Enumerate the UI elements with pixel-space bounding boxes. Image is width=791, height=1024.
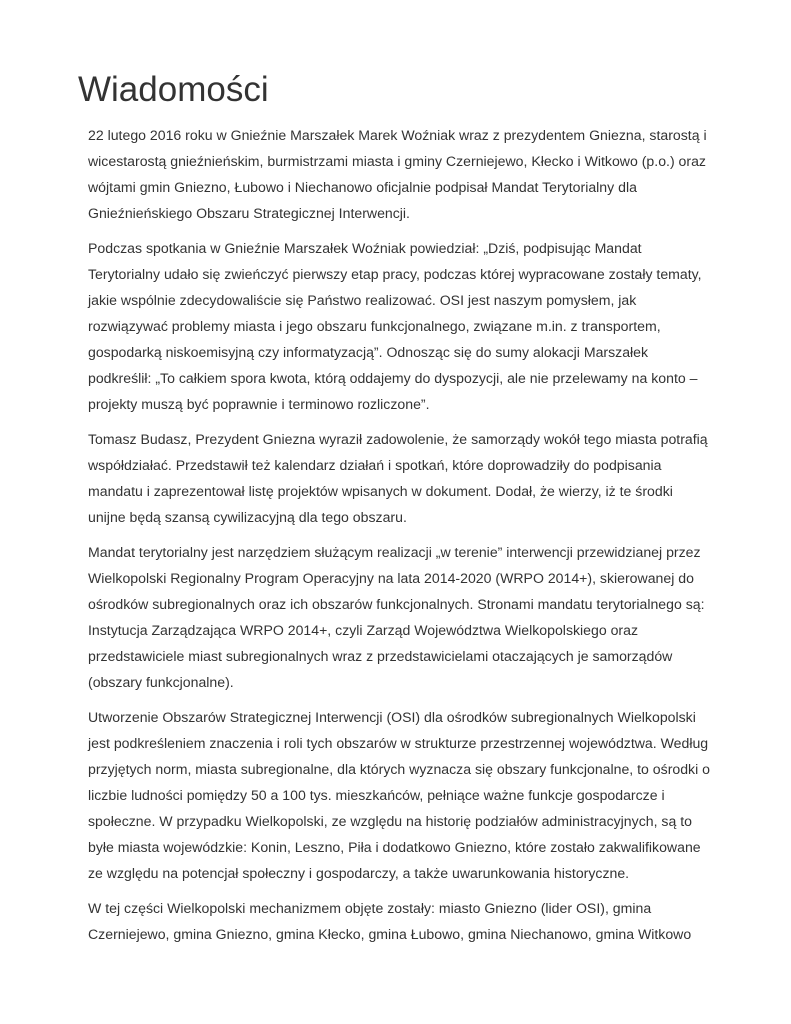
article-paragraph-4: Mandat terytorialny jest narzędziem służącym realizacji „w terenie” interwencji przewidzianej przez Wielkopolski Regionalny Program Operacyjny na lata 2014-2020 (WRPO 2014+), skierowanej do ośrodków subregionalnych oraz ich obszarów funkcjonalnych. Stronami mandatu terytorialnego są: Instytucja Zarządzająca WRPO 2014+, czyli Zarząd Województwa Wielkopolskiego oraz przedstawiciele miast subregionalnych wraz z przedstawicielami otaczających je samorządów (obszary funkcjonalne). [88,544,705,690]
article-body [88,122,713,956]
article-paragraph-6: W tej części Wielkopolski mechanizmem objęte zostały: miasto Gniezno (lider OSI), gmina Czerniejewo, gmina Gniezno, gmina Kłecko, gmina Łubowo, gmina Niechanowo, gmina Witkowo [88,900,692,942]
page-title: Wiadomości [78,70,269,109]
article-paragraph-1: 22 lutego 2016 roku w Gnieźnie Marszałek Marek Woźniak wraz z prezydentem Gniezna, starostą i wicestarostą gnieźnieńskim, burmistrzami miasta i gminy Czerniejewo, Kłecko i Witkowo (p.o.) oraz wójtami gmin Gniezno, Łubowo i Niechanowo oficjalnie podpisał Mandat Terytorialny dla Gnieźnieńskiego Obszaru Strategicznej Interwencji. [88,127,707,221]
article-paragraph-3: Tomasz Budasz, Prezydent Gniezna wyraził zadowolenie, że samorządy wokół tego miasta potrafią współdziałać. Przedstawił też kalendarz działań i spotkań, które doprowadziły do podpisania mandatu i zaprezentował listę projektów wpisanych w dokument. Dodał, że wierzy, iż te środki unijne będą szansą cywilizacyjną dla tego obszaru. [88,431,708,525]
article-paragraph-2: Podczas spotkania w Gnieźnie Marszałek Woźniak powiedział: „Dziś, podpisując Mandat Terytorialny udało się zwieńczyć pierwszy etap pracy, podczas której wypracowane zostały tematy, jakie wspólnie zdecydowaliście się Państwo realizować. OSI jest naszym pomysłem, jak rozwiązywać problemy miasta i jego obszaru funkcjonalnego, związane m.in. z transportem, gospodarką niskoemisyjną czy informatyzacją”. Odnosząc się do sumy alokacji Marszałek podkreślił: „To całkiem spora kwota, którą oddajemy do dyspozycji, ale nie przelewamy na konto – projekty muszą być poprawnie i terminowo rozliczone”. [88,240,702,412]
article-paragraph-5: Utworzenie Obszarów Strategicznej Interwencji (OSI) dla ośrodków subregionalnych Wielkopolski jest podkreśleniem znaczenia i roli tych obszarów w strukturze przestrzennej województwa. Według przyjętych norm, miasta subregionalne, dla których wyznacza się obszary funkcjonalne, to ośrodki o liczbie ludności pomiędzy 50 a 100 tys. mieszkańców, pełniące ważne funkcje gospodarcze i społeczne. W przypadku Wielkopolski, ze względu na historię podziałów administracyjnych, są to byłe miasta wojewódzkie: Konin, Leszno, Piła i dodatkowo Gniezno, które zostało zakwalifikowane ze względu na potencjał społeczny i gospodarczy, a także uwarunkowania historyczne. [88,709,710,881]
